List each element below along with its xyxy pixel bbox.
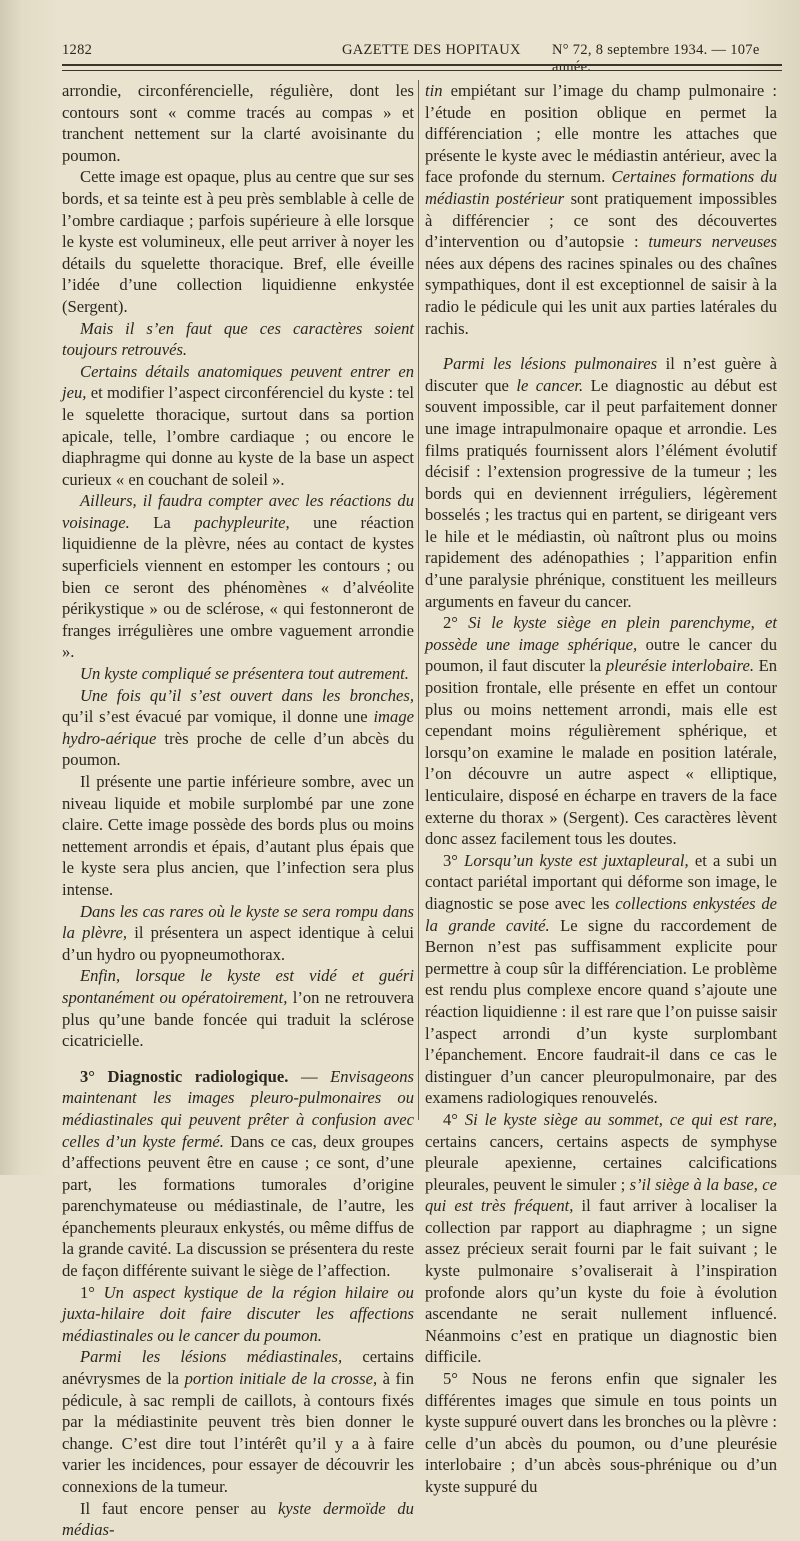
left-column: [62, 80, 414, 1541]
journal-title: GAZETTE DES HOPITAUX: [342, 42, 521, 58]
paragraph: Cette image est opaque, plus au centre que sur ses bords, et sa teinte est à peu près semblable à celle de l’ombre cardiaque ; parfois supérieure à elle lorsque le kyste est volumineux, elle peut arriver à noyer les détails du squelette thoracique. Bref, elle éveille l’idée d’une collection liquidienne enkystée (Sergent).: [62, 167, 414, 316]
paragraph: Il présente une partie inférieure sombre, avec un niveau liquide et mobile surplombé par une zone claire. Cette image possède des bords plus ou moins nettement arrondis et épais, d’autant plus épais que le kyste sera plus ancien, que l’infection sera plus intense.: [62, 772, 414, 899]
paragraph: Enfin, lorsque le kyste est vidé et guéri spontanément ou opératoirement, l’on ne retrouvera plus qu’une bande foncée qui traduit la sclérose cicatricielle.: [62, 966, 415, 1051]
running-header: [62, 38, 784, 75]
paragraph: 1° Un aspect kystique de la région hilaire ou juxta-hilaire doit faire discuter les affections médiastinales ou le cancer du poumon.: [62, 1282, 414, 1345]
paragraph: 5° Nous ne ferons enfin que signaler les différentes images que simule en tous points un kyste suppuré ouvert dans les bronches ou la plèvre : celle d’un abcès du poumon, ou d’une pleurésie interlobaire ; d’un abcès sous-phrénique ou d’un kyste suppuré du: [425, 1369, 777, 1496]
header-rule: [62, 64, 782, 66]
paragraph: Parmi les lésions pulmonaires il n’est guère à discuter que le cancer. Le diagnostic au début est souvent impossible, car il peut parfaitement donner une image intrapulmonaire opaque et arrondie. Les films pratiqués fournissent alors l’élément évolutif décisif : l’extension progressive de la tumeur ; les bords qui en deviennent irréguliers, légèrement bosselés ; les tractus qui en partent, se dirigeant vers le hile et le médiastin, où naîtront plus ou moins rapidement des adénopathies ; l’apparition enfin d’une paralysie phrénique, constituent les meilleurs arguments en faveur du cancer.: [425, 354, 777, 611]
header-rule-thin: [62, 70, 782, 71]
paragraph: tin empiétant sur l’image du champ pulmonaire : l’étude en position oblique en permet la différenciation ; elle montre les attaches que présente le kyste avec le médiastin antérieur, avec la face profonde du sternum. Certaines formations du médiastin postérieur sont pratiquement impossibles à différencier ; ce sont des découvertes d’intervention ou d’autopsie : tumeurs nerveuses nées aux dépens des racines spinales ou des chaînes sympathiques, dont il est exceptionnel de saisir à la radio le pédicule qui les unit aux parties latérales du rachis.: [425, 81, 778, 338]
paragraph: 3° Lorsqu’un kyste est juxtapleural, et a subi un contact pariétal important qui déforme son image, le diagnostic se pose avec les collections enkystées de la grande cavité. Le signe du raccordement de Bernon n’est pas suffisamment explicite pour permettre à coup sûr la différenciation. Le problème est rendu plus complexe encore quand s’ajoute une réaction liquidienne : il est rare que l’on puisse saisir l’aspect arrondi d’un kyste surplombant l’épanchement. Encore faudrait-il dans ce cas le distinguer d’un cancer pleuropulmonaire, par des examens radiologiques renouvelés.: [425, 850, 777, 1108]
paragraph: 4° Si le kyste siège au sommet, ce qui est rare, certains cancers, certains aspects de symphyse pleurale apexienne, certaines calcifications pleurales, peuvent le simuler ; s’il siège à la base, ce qui est très fréquent, il faut arriver à localiser la collection par rapport au diaphragme ; un signe assez précieux serait fourni par le fait suivant ; le kyste pulmonaire s’ovaliserait à l’inspiration profonde alors qu’un kyste du foie à évolution ascendante ne serait nullement influencé. Néanmoins c’est en pratique un diagnostic bien difficile.: [425, 1109, 777, 1367]
column-divider: [418, 80, 419, 1120]
paragraph: Mais il s’en faut que ces caractères soient toujours retrouvés.: [62, 318, 414, 360]
section-paragraph: 3° Diagnostic radiologique. — Envisageons maintenant les images pleuro-pulmonaires ou médiastinales qui peuvent prêter à confusion avec celles d’un kyste fermé. Dans ce cas, deux groupes d’affections peuvent être en cause ; ce sont, d’une part, les formations tumorales d’origine parenchymateuse ou médiastinale, de l’autre, les épanchements pleuraux enkystés, ou même diffus de la grande cavité. La discussion se présentera du reste de façon différente suivant le siège de l’affection.: [62, 1066, 414, 1281]
paragraph: Parmi les lésions médiastinales, certains anévrysmes de la portion initiale de la crosse, à fin pédicule, à sac rempli de caillots, à contours fixés par la médiastinite peuvent très bien donner le change. C’est dire tout l’intérêt qu’il y a à faire varier les incidences, pour essayer de découvrir les connexions de la tumeur.: [62, 1347, 414, 1496]
issue-info: N° 72, 8 septembre 1934. — 107e année.: [552, 42, 760, 75]
paragraph: arrondie, circonférencielle, régulière, dont les contours sont « comme tracés au compas » et tranchent nettement sur la clarté avoisinante du poumon.: [62, 81, 414, 165]
right-column: [425, 80, 777, 1498]
paragraph: Il faut encore penser au kyste dermoïde du médias-: [62, 1498, 414, 1540]
paragraph: Certains détails anatomiques peuvent entrer en jeu, et modifier l’aspect circonférenciel du kyste : tel le squelette thoracique, surtout dans sa portion apicale, telle, l’ombre cardiaque ; ou encore le diaphragme qui donne au kyste de la base un aspect curieux « en couchant de soleil ».: [62, 361, 414, 489]
section-heading: 3° Diagnostic radiologique.: [80, 1066, 289, 1086]
page-number: 1282: [62, 42, 93, 58]
paragraph: Dans les cas rares où le kyste se sera rompu dans la plèvre, il présentera un aspect identique à celui d’un hydro ou pyopneumothorax.: [62, 901, 414, 964]
paragraph: Une fois qu’il s’est ouvert dans les bronches, qu’il s’est évacué par vomique, il donne une image hydro-aérique très proche de celle d’un abcès du poumon.: [62, 685, 414, 770]
paragraph: Ailleurs, il faudra compter avec les réactions du voisinage. La pachypleurite, une réaction liquidienne de la plèvre, nées au contact de kystes superficiels viennent en estomper les contours ; ou bien ce seront des phénomènes « d’alvéolite périkystique » ou de sclérose, « qui festonneront de franges irrégulières une ombre vaguement arrondie ».: [62, 491, 414, 662]
paragraph: Un kyste compliqué se présentera tout autrement.: [80, 664, 409, 684]
paragraph: 2° Si le kyste siège en plein parenchyme, et possède une image sphérique, outre le cancer du poumon, il faut discuter la pleurésie interlobaire. En position frontale, elle présente en effet un contour plus ou moins nettement arrondi, mais elle est cependant moins régulièrement sphérique, et lorsqu’on examine le malade en position latérale, l’on découvre un autre aspect « elliptique, lenticulaire, disposé en écharpe en travers de la face externe du thorax » (Sergent). Ces caractères lèvent donc assez facilement tous les doutes.: [425, 613, 777, 849]
